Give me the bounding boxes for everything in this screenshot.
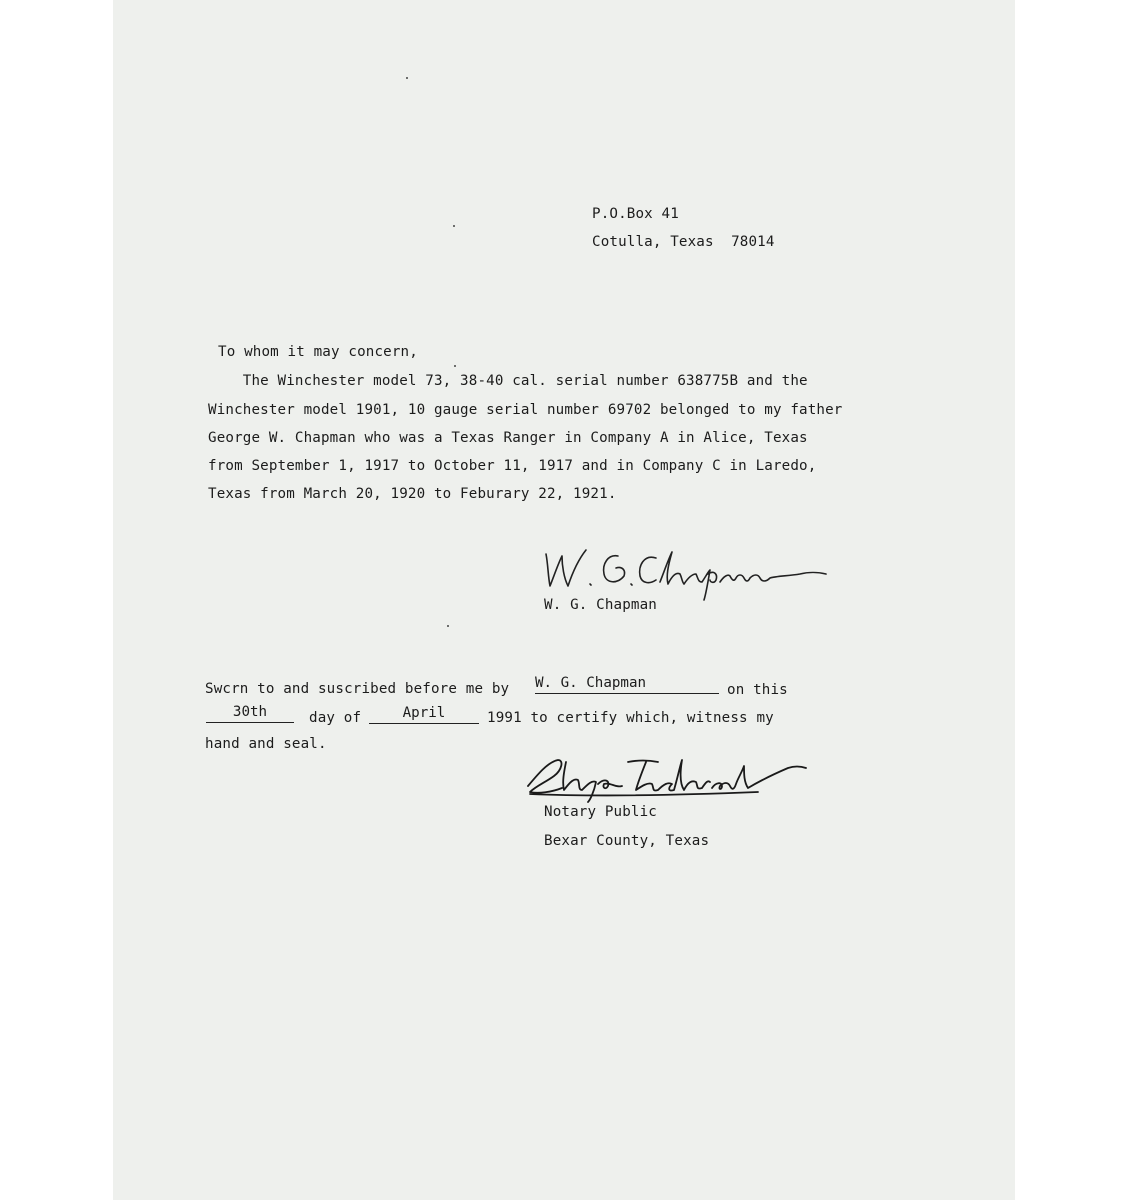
paper-speck <box>406 77 408 79</box>
month-field: April <box>369 706 479 724</box>
day-field: 30th <box>206 705 294 723</box>
signer-typed-name: W. G. Chapman <box>544 597 657 613</box>
sworn-by-field: W. G. Chapman <box>535 676 719 694</box>
oath-line-2-suffix: 1991 to certify which, witness my <box>487 710 774 726</box>
body-line: Winchester model 1901, 10 gauge serial number 69702 belonged to my father <box>208 402 843 418</box>
signer-signature <box>538 542 838 602</box>
oath-line-1-prefix: Swcrn to and suscribed before me by <box>205 681 510 697</box>
paper-speck <box>454 365 456 367</box>
notary-title: Notary Public <box>544 804 657 820</box>
paper-speck <box>447 625 449 627</box>
body-line: from September 1, 1917 to October 11, 1917 and in Company C in Laredo, <box>208 458 817 474</box>
oath-line-3: hand and seal. <box>205 736 327 752</box>
address-line-2: Cotulla, Texas 78014 <box>592 234 775 250</box>
day-label: day of <box>309 710 362 726</box>
body-line: Texas from March 20, 1920 to Feburary 22, 1921. <box>208 486 617 502</box>
salutation: To whom it may concern, <box>218 344 418 360</box>
body-line: The Winchester model 73, 38-40 cal. serial number 638775B and the <box>208 373 808 389</box>
notary-county: Bexar County, Texas <box>544 833 710 849</box>
oath-line-1-suffix: on this <box>727 682 788 698</box>
notary-signature <box>518 752 818 804</box>
body-line: George W. Chapman who was a Texas Ranger in Company A in Alice, Texas <box>208 430 808 446</box>
letter-page <box>113 0 1015 1200</box>
paper-speck <box>453 225 455 227</box>
address-line-1: P.O.Box 41 <box>592 206 679 222</box>
